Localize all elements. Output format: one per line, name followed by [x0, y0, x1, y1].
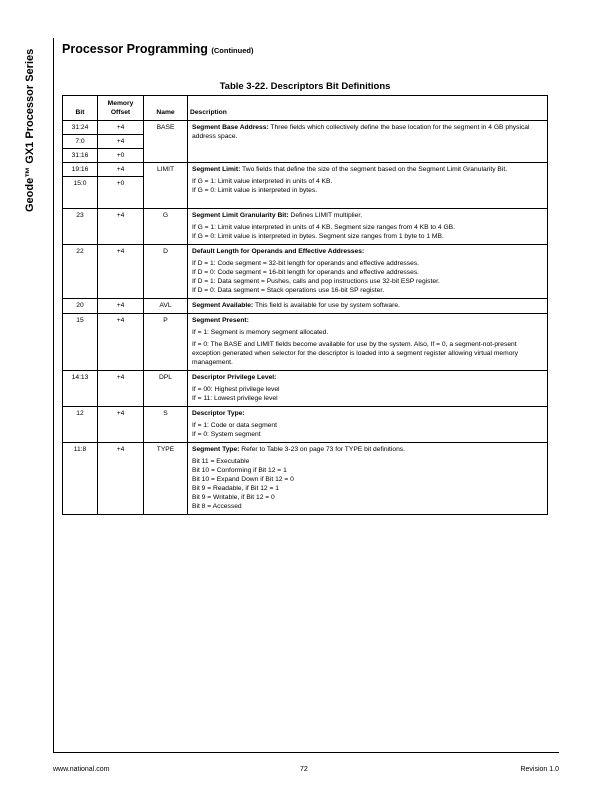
field-line: Bit 8 = Accessed — [192, 503, 242, 510]
field-text: Defines LIMIT multiplier. — [288, 212, 363, 219]
name-cell: DPL — [144, 371, 188, 407]
field-title: Segment Present: — [192, 317, 249, 324]
field-title: Segment Base Address: — [192, 124, 269, 131]
field-title: Segment Available: — [192, 302, 254, 309]
header-description: Description — [188, 96, 548, 121]
description-cell — [188, 245, 548, 299]
field-text: Refer to Table 3-23 on page 73 for TYPE bit definitions. — [239, 446, 406, 453]
field-text: Two fields that define the size of the segment based on the Segment Limit Granularity Bit. — [240, 166, 508, 173]
table-row — [63, 121, 548, 135]
description-cell — [188, 443, 548, 515]
description-cell — [188, 163, 548, 209]
table-row — [63, 209, 548, 245]
field-line: If = 1: Code or data segment — [192, 422, 277, 429]
name-cell: TYPE — [144, 443, 188, 515]
bit-cell: 23 — [63, 209, 98, 245]
offset-cell: +4 — [98, 443, 144, 515]
footer-url: www.national.com — [53, 766, 110, 773]
field-title: Segment Limit Granularity Bit: — [192, 212, 289, 219]
field-title: Segment Limit: — [192, 166, 241, 173]
field-line: If D = 1: Data segment = Pushes, calls and pop instructions use 32-bit ESP register. — [192, 278, 440, 285]
bit-cell: 22 — [63, 245, 98, 299]
field-line: If D = 0: Code segment = 16-bit length for operands and effective addresses. — [192, 269, 420, 276]
table-row — [63, 163, 548, 177]
continued-label: (Continued) — [211, 46, 254, 55]
bit-cell: 31:24 — [63, 121, 98, 135]
name-cell: LIMIT — [144, 163, 188, 209]
offset-cell: +4 — [98, 209, 144, 245]
field-line: If = 1: Segment is memory segment allocated. — [192, 329, 329, 336]
description-cell — [188, 314, 548, 371]
name-cell: D — [144, 245, 188, 299]
field-line: If G = 0: Limit value is interpreted in bytes. — [192, 187, 318, 194]
field-line: If = 00: Highest privilege level — [192, 386, 280, 393]
field-line: If G = 1: Limit value interpreted in units of 4 KB. — [192, 178, 333, 185]
field-line: If D = 1: Code segment = 32-bit length for operands and effective addresses. — [192, 260, 420, 267]
table-row — [63, 371, 548, 407]
field-line: If = 0: System segment — [192, 431, 261, 438]
header-offset: Offset — [110, 109, 131, 116]
name-cell: AVL — [144, 299, 188, 314]
field-title: Descriptor Privilege Level: — [192, 374, 277, 381]
name-cell: BASE — [144, 121, 188, 163]
bit-cell: 12 — [63, 407, 98, 443]
descriptor-bits-table — [62, 95, 548, 515]
table-row — [63, 245, 548, 299]
field-line: Bit 9 = Readable, if Bit 12 = 1 — [192, 485, 279, 492]
page-title — [62, 42, 253, 56]
table-row — [63, 299, 548, 314]
description-cell — [188, 407, 548, 443]
table-row — [63, 407, 548, 443]
bottom-rule — [53, 752, 559, 753]
field-line: If = 11: Lowest privilege level — [192, 395, 278, 402]
description-cell — [188, 371, 548, 407]
offset-cell: +4 — [98, 407, 144, 443]
header-name: Name — [144, 96, 188, 121]
page-title-text: Processor Programming — [62, 42, 208, 56]
series-sidebar-label: Geode™ GX1 Processor Series — [24, 48, 36, 212]
footer-revision: Revision 1.0 — [520, 766, 559, 773]
offset-cell: +4 — [98, 314, 144, 371]
field-text: This field is available for use by system software. — [253, 302, 400, 309]
offset-cell: +0 — [98, 177, 144, 209]
description-cell — [188, 299, 548, 314]
field-line: If G = 0: Limit value is interpreted in bytes. Segment size ranges from 1 byte to 1 MB. — [192, 233, 444, 240]
bit-cell: 11:8 — [63, 443, 98, 515]
header-bit: Bit — [63, 96, 98, 121]
left-rule — [53, 38, 54, 752]
bit-cell: 20 — [63, 299, 98, 314]
field-line: Bit 9 = Writable, if Bit 12 = 0 — [192, 494, 275, 501]
field-line: If = 0: The BASE and LIMIT fields become available for use by the system. Also, If = 0, a segment-not-present exception generated when selector for the descriptor is loaded into a segment register allowing virtual memory management. — [192, 341, 518, 366]
header-memory-offset — [98, 96, 144, 121]
table-row — [63, 443, 548, 515]
bit-cell: 14:13 — [63, 371, 98, 407]
footer-page-number: 72 — [300, 766, 308, 773]
bit-cell: 7:0 — [63, 135, 98, 149]
table-caption: Table 3-22. Descriptors Bit Definitions — [219, 81, 391, 92]
field-title: Segment Type: — [192, 446, 240, 453]
header-memory: Memory — [107, 100, 134, 107]
table-header-row — [63, 96, 548, 121]
field-line: If D = 0: Data segment = Stack operations use 16-bit SP register. — [192, 287, 385, 294]
name-cell: G — [144, 209, 188, 245]
offset-cell: +4 — [98, 245, 144, 299]
bit-cell: 19:16 — [63, 163, 98, 177]
field-title: Default Length for Operands and Effective Addresses: — [192, 248, 365, 255]
field-line: Bit 10 = Expand Down if Bit 12 = 0 — [192, 476, 294, 483]
offset-cell: +4 — [98, 135, 144, 149]
bit-cell: 15:0 — [63, 177, 98, 209]
field-line: Bit 10 = Conforming if Bit 12 = 1 — [192, 467, 287, 474]
name-cell: P — [144, 314, 188, 371]
description-cell — [188, 209, 548, 245]
offset-cell: +4 — [98, 371, 144, 407]
description-cell — [188, 121, 548, 163]
bit-cell: 15 — [63, 314, 98, 371]
field-title: Descriptor Type: — [192, 410, 245, 417]
offset-cell: +4 — [98, 299, 144, 314]
offset-cell: +0 — [98, 149, 144, 163]
name-cell: S — [144, 407, 188, 443]
offset-cell: +4 — [98, 163, 144, 177]
field-text: Three fields which collectively define the base location for the segment in 4 GB physical address space. — [192, 124, 530, 140]
bit-cell: 31:16 — [63, 149, 98, 163]
table-row — [63, 314, 548, 371]
offset-cell: +4 — [98, 121, 144, 135]
field-line: Bit 11 = Executable — [192, 458, 250, 465]
field-line: If G = 1: Limit value interpreted in units of 4 KB. Segment size ranges from 4 KB to 4 GB. — [192, 224, 455, 231]
